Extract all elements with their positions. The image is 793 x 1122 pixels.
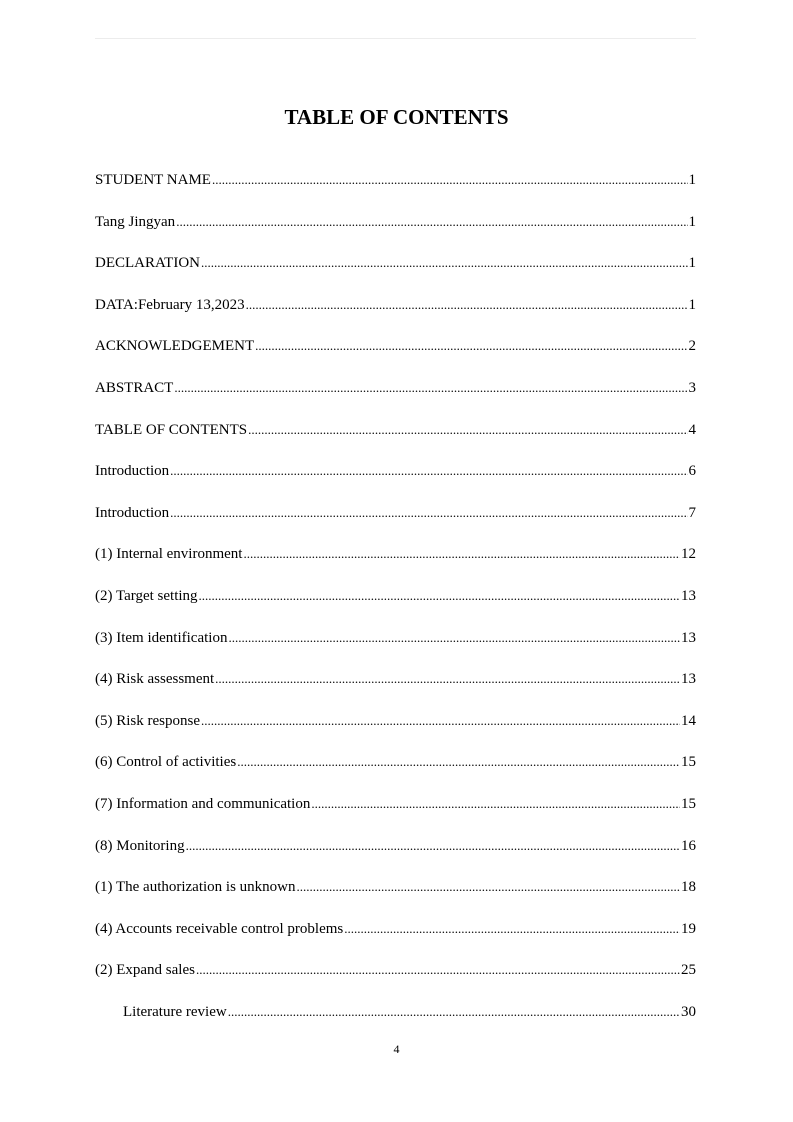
- toc-entry-label: (1) The authorization is unknown: [95, 879, 296, 896]
- toc-entry[interactable]: [95, 917, 696, 959]
- toc-entry-label: ACKNOWLEDGEMENT: [95, 338, 255, 355]
- toc-entry-label: (2) Expand sales: [95, 962, 195, 979]
- toc-entry-page: 7: [688, 504, 696, 521]
- toc-entry-page: 4: [688, 421, 696, 438]
- toc-dot-leader: [237, 750, 680, 774]
- toc-entry-label: (3) Item identification: [95, 629, 228, 646]
- toc-entry-page: 2: [688, 338, 696, 355]
- page-title: TABLE OF CONTENTS: [284, 105, 509, 129]
- toc-dot-leader: [170, 459, 687, 483]
- toc-entry[interactable]: [95, 750, 696, 792]
- toc-entry-page: 16: [681, 837, 696, 854]
- toc-entry-label: (4) Risk assessment: [95, 671, 215, 688]
- toc-dot-leader: [174, 376, 687, 400]
- toc-dot-leader: [243, 542, 680, 566]
- toc-dot-leader: [215, 667, 680, 691]
- toc-entry[interactable]: [95, 584, 696, 626]
- toc-dot-leader: [297, 875, 680, 899]
- toc-entry-label: (6) Control of activities: [95, 754, 237, 771]
- toc-entry-label: (5) Risk response: [95, 712, 200, 729]
- toc-entry-page: 15: [681, 754, 696, 771]
- toc-entry[interactable]: [95, 251, 696, 293]
- toc-entry-page: 18: [681, 879, 696, 896]
- toc-entry-page: 1: [688, 213, 696, 230]
- toc-entry-page: 30: [681, 1003, 696, 1020]
- toc-entry-page: 14: [681, 712, 696, 729]
- toc-dot-leader: [311, 792, 680, 816]
- toc-entry-label: Literature review: [123, 1003, 227, 1020]
- toc-dot-leader: [246, 293, 688, 317]
- toc-entry-page: 15: [681, 795, 696, 812]
- header-rule: [95, 38, 696, 39]
- toc-entry-page: 12: [681, 546, 696, 563]
- toc-dot-leader: [196, 958, 680, 982]
- toc-entry-page: 13: [681, 587, 696, 604]
- toc-entry[interactable]: [95, 626, 696, 668]
- toc-entry-page: 1: [688, 172, 696, 188]
- toc-entry[interactable]: [95, 1000, 696, 1042]
- toc-entry[interactable]: [95, 334, 696, 376]
- toc-entry-label: ABSTRACT: [95, 379, 174, 396]
- toc-entry-page: 1: [688, 255, 696, 272]
- toc-entry-label: (8) Monitoring: [95, 837, 185, 854]
- toc-entry-label: DATA:February 13,2023: [95, 296, 245, 313]
- toc-dot-leader: [186, 834, 680, 858]
- toc-entry[interactable]: [95, 210, 696, 252]
- toc-entry[interactable]: [95, 667, 696, 709]
- toc-entry[interactable]: [95, 168, 696, 210]
- toc-entry-label: (2) Target setting: [95, 587, 198, 604]
- toc-dot-leader: [176, 210, 687, 234]
- toc-dot-leader: [201, 709, 680, 733]
- toc-entry-label: STUDENT NAME: [95, 172, 211, 188]
- toc-entry-label: (7) Information and communication: [95, 795, 311, 812]
- toc-entry[interactable]: [95, 875, 696, 917]
- toc-dot-leader: [255, 334, 687, 358]
- toc-entry[interactable]: [95, 709, 696, 751]
- toc-entry[interactable]: [95, 542, 696, 584]
- toc-entry[interactable]: [95, 376, 696, 418]
- toc-dot-leader: [344, 917, 680, 941]
- toc-entry-label: DECLARATION: [95, 255, 200, 272]
- toc-dot-leader: [199, 584, 680, 608]
- toc-entry[interactable]: [95, 834, 696, 876]
- toc-entry[interactable]: [95, 958, 696, 1000]
- toc-entry[interactable]: [95, 293, 696, 335]
- toc-entry-page: 13: [681, 629, 696, 646]
- toc-entry-label: Tang Jingyan: [95, 213, 176, 230]
- toc-entry-page: 13: [681, 671, 696, 688]
- toc-entry[interactable]: [95, 792, 696, 834]
- toc-entry-page: 1: [688, 296, 696, 313]
- toc-dot-leader: [212, 168, 688, 192]
- toc-entry[interactable]: [95, 459, 696, 501]
- toc-entry-page: 3: [688, 379, 696, 396]
- toc-dot-leader: [201, 251, 688, 275]
- toc-entry[interactable]: [95, 501, 696, 543]
- toc-dot-leader: [170, 501, 687, 525]
- toc-dot-leader: [228, 626, 680, 650]
- toc-entry-page: 6: [688, 463, 696, 480]
- toc-entry-label: Introduction: [95, 463, 170, 480]
- toc-entry-page: 19: [681, 920, 696, 937]
- toc-entry-page: 25: [681, 962, 696, 979]
- toc-dot-leader: [228, 1000, 680, 1024]
- toc-entry-label: TABLE OF CONTENTS: [95, 421, 248, 438]
- toc-entry-label: (1) Internal environment: [95, 546, 243, 563]
- toc-list: [95, 168, 696, 1041]
- toc-entry-label: Introduction: [95, 504, 170, 521]
- toc-entry[interactable]: [95, 418, 696, 460]
- toc-entry-label: (4) Accounts receivable control problems: [95, 920, 344, 937]
- page-number: 4: [393, 1042, 400, 1056]
- toc-dot-leader: [248, 418, 687, 442]
